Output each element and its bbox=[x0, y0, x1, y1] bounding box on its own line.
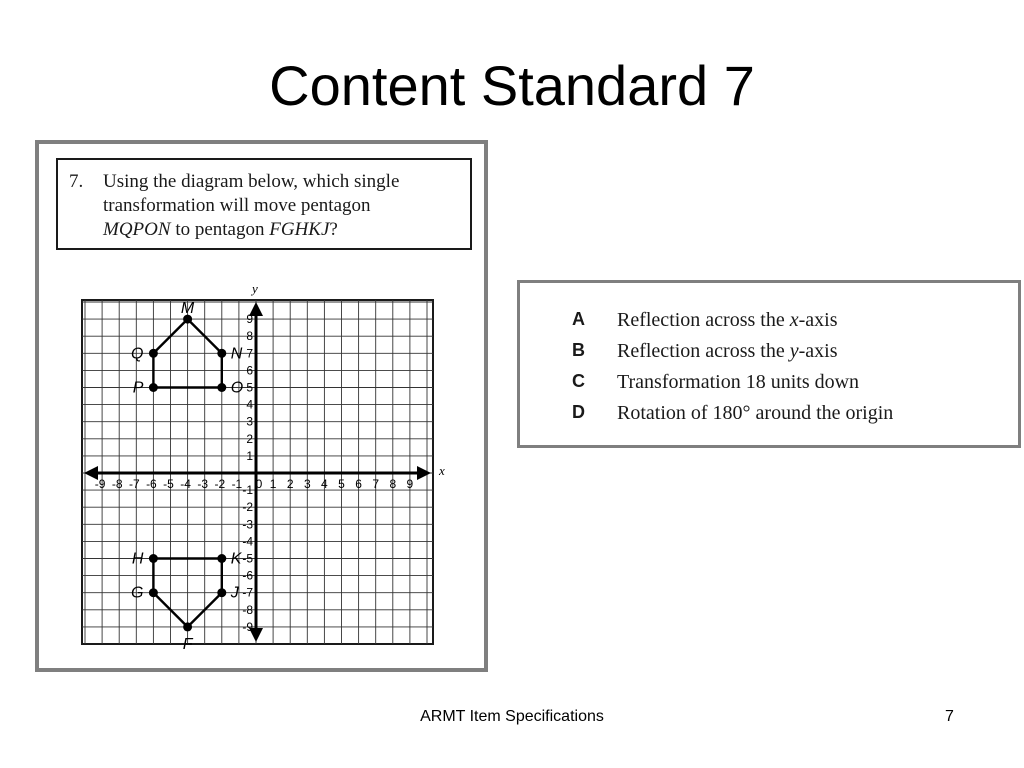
x-tick-label: 1 bbox=[269, 477, 277, 491]
x-tick-label: -8 bbox=[111, 477, 123, 491]
y-tick-label: 1 bbox=[246, 448, 253, 463]
y-tick-label: -1 bbox=[242, 483, 253, 498]
question-number: 7. bbox=[69, 171, 84, 192]
y-tick-label: -7 bbox=[242, 585, 253, 600]
x-tick-label: 6 bbox=[355, 477, 362, 491]
vertex-label: G bbox=[130, 584, 144, 602]
shape-to-name: FGHKJ bbox=[269, 219, 330, 240]
question-line-2: transformation will move pentagon bbox=[103, 195, 371, 216]
vertex-point bbox=[217, 554, 226, 563]
vertex-label: M bbox=[180, 300, 195, 318]
y-tick-label: 3 bbox=[246, 414, 253, 429]
y-tick-label: -9 bbox=[242, 619, 253, 634]
x-tick-label: 8 bbox=[389, 477, 397, 491]
y-tick-label: 7 bbox=[246, 346, 253, 361]
vertex-label: K bbox=[230, 550, 242, 568]
answer-text bbox=[617, 371, 859, 394]
x-tick-label: -4 bbox=[180, 477, 191, 491]
y-tick-label: 4 bbox=[246, 397, 253, 412]
vertex-label: Q bbox=[130, 345, 144, 363]
y-tick-label: 8 bbox=[246, 329, 253, 344]
page-number: 7 bbox=[945, 708, 954, 725]
y-tick-label: -5 bbox=[242, 551, 253, 566]
answer-text bbox=[617, 309, 838, 332]
x-tick-label: -5 bbox=[163, 477, 174, 491]
answer-axis-variable: x bbox=[789, 309, 799, 331]
answer-text bbox=[617, 402, 893, 425]
y-tick-label: 6 bbox=[246, 363, 253, 378]
x-tick-label: -6 bbox=[146, 477, 157, 491]
y-tick-label: -8 bbox=[242, 602, 253, 617]
x-tick-label: -9 bbox=[94, 477, 106, 491]
question-end: ? bbox=[329, 219, 338, 240]
x-tick-label: 7 bbox=[372, 477, 380, 491]
answer-letter: A bbox=[572, 309, 585, 329]
y-tick-label: 9 bbox=[246, 312, 253, 327]
answer-text-part: Rotation of 180° around the origin bbox=[617, 402, 894, 424]
y-tick-label: 5 bbox=[246, 380, 253, 395]
x-tick-label: -2 bbox=[214, 477, 226, 491]
vertex-label: J bbox=[230, 584, 239, 602]
y-tick-label: -6 bbox=[242, 568, 253, 583]
answer-axis-variable: y bbox=[789, 340, 799, 362]
vertex-point bbox=[149, 383, 158, 392]
vertex-point bbox=[183, 622, 192, 631]
x-tick-label: 4 bbox=[321, 477, 328, 491]
x-axis-label: x bbox=[439, 463, 445, 478]
vertex-point bbox=[149, 588, 158, 597]
y-tick-label: -3 bbox=[242, 517, 253, 532]
x-tick-label: 3 bbox=[303, 477, 311, 491]
vertex-label: O bbox=[230, 379, 244, 397]
y-tick-label: 2 bbox=[246, 431, 253, 446]
x-tick-label: -1 bbox=[231, 477, 243, 491]
vertex-label: N bbox=[230, 345, 243, 363]
x-tick-label: 9 bbox=[406, 477, 414, 491]
y-tick-label: -4 bbox=[242, 534, 253, 549]
answer-text-part: -axis bbox=[798, 309, 838, 331]
footer-text: ARMT Item Specifications bbox=[420, 708, 604, 725]
answer-text-part: Reflection across the bbox=[617, 340, 790, 362]
x-axis-right-arrow-icon bbox=[417, 466, 431, 480]
x-tick-label: 0 bbox=[255, 477, 263, 491]
vertex-point bbox=[217, 383, 226, 392]
answer-choices-panel bbox=[517, 280, 1021, 448]
vertex-label: P bbox=[132, 379, 144, 397]
vertex-point bbox=[149, 349, 158, 358]
answer-letter: B bbox=[572, 340, 585, 360]
x-tick-label: -3 bbox=[197, 477, 209, 491]
x-tick-label: 5 bbox=[338, 477, 345, 491]
answer-text bbox=[617, 340, 838, 363]
y-tick-label: -2 bbox=[242, 500, 253, 515]
vertex-label: F bbox=[182, 635, 193, 653]
question-line-1: Using the diagram below, which single bbox=[103, 171, 400, 192]
x-tick-label: -7 bbox=[128, 477, 140, 491]
vertex-point bbox=[217, 349, 226, 358]
vertex-point bbox=[149, 554, 158, 563]
shape-from-name: MQPON bbox=[103, 219, 171, 240]
question-panel bbox=[35, 140, 488, 672]
y-axis-label: y bbox=[252, 281, 258, 296]
vertex-point bbox=[217, 588, 226, 597]
answer-text-part: Transformation 18 units down bbox=[617, 371, 860, 393]
question-connector: to pentagon bbox=[170, 219, 270, 240]
answer-text-part: -axis bbox=[798, 340, 838, 362]
answer-letter: C bbox=[572, 371, 585, 391]
answer-letter: D bbox=[572, 402, 585, 422]
x-tick-label: 2 bbox=[286, 477, 294, 491]
vertex-label: H bbox=[131, 550, 144, 568]
answer-text-part: Reflection across the bbox=[617, 309, 790, 331]
slide-title: Content Standard 7 bbox=[269, 54, 755, 117]
coordinate-graph bbox=[39, 144, 484, 668]
